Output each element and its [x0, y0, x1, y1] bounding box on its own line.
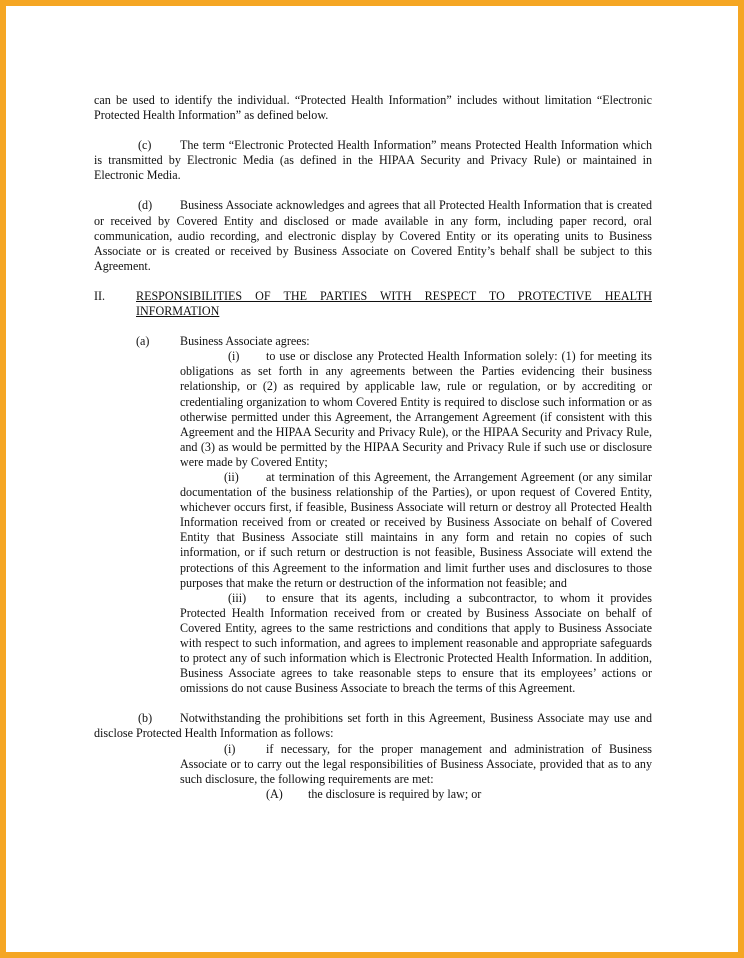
list-item-text: at termination of this Agreement, the Arrangement Agreement (or any similar documentation of the business relationship of the Parties), or upon request of Covered Entity, whichever occurs first, if feasible, Business Associate will return or destroy all Protected Health Information received from or created or received by Business Associate on behalf of Covered Entity that Business Associate still maintains in any form and retain no copies of such information, or if such return or destruction is not feasible, Business Associate will extend the protections of this Agreement to the information and limit further uses and disclosures to those purposes that make the return or destruction of the information not feasible; and — [180, 469, 652, 590]
paragraph-c-label: (c) — [138, 138, 152, 153]
paragraph-d-label: (d) — [138, 198, 153, 213]
paragraph-c — [94, 138, 652, 183]
list-item-label: (ii) — [224, 469, 239, 484]
list-item-text: to ensure that its agents, including a subcontractor, to whom it provides Protected Health Information received from or created by Business Associate on behalf of Covered Entity, agrees to the same restrictions and conditions that apply to Business Associate with respect to such information, and agrees to implement reasonable and appropriate safeguards to protect any of such information which is Electronic Protected Health Information. In addition, Business Associate agrees to take reasonable steps to ensure that its employees’ actions or omissions do not cause Business Associate to breach the terms of this Agreement. — [180, 590, 652, 696]
sub-item-text: the disclosure is required by law; or — [308, 786, 482, 801]
section-number: II. — [94, 288, 106, 303]
subsection-b-label: (b) — [138, 711, 153, 726]
subsection-b — [94, 711, 652, 741]
paragraph-d — [94, 198, 652, 273]
document-page — [94, 93, 652, 802]
list-item-label: (i) — [224, 741, 236, 756]
list-item-label: (iii) — [228, 590, 247, 605]
section-heading — [94, 289, 652, 319]
list-item-a-ii — [94, 470, 652, 591]
subsection-b-text: Notwithstanding the prohibitions set forth in this Agreement, Business Associate may use and disclose Protected Health Information as follows: — [94, 711, 652, 741]
subsection-a-text: Business Associate agrees: — [180, 334, 310, 349]
list-item-a-i — [94, 349, 652, 470]
paragraph-continuation: can be used to identify the individual. “Protected Health Information” includes without limitation “Electronic Protected Health Information” as defined below. — [94, 93, 652, 123]
sub-item-label: (A) — [266, 786, 283, 801]
subsection-a-label: (a) — [136, 334, 150, 349]
list-item-text: if necessary, for the proper management and administration of Business Associate or to carry out the legal responsibilities of Business Associate, provided that as to any such disclosure, the following requirements are met: — [180, 741, 652, 786]
list-item-b-i — [94, 742, 652, 787]
list-item-a-iii — [94, 591, 652, 697]
sub-item-A — [94, 787, 652, 802]
paragraph-d-text: Business Associate acknowledges and agrees that all Protected Health Information that is created or received by Covered Entity and disclosed or made available in any form, including paper record, oral communication, audio recording, and electronic display by Covered Entity or its operating units to Business Associate or is created or received by Business Associate on Covered Entity’s behalf shall be subject to this Agreement. — [94, 198, 652, 273]
subsection-a — [94, 334, 652, 349]
list-item-label: (i) — [228, 349, 240, 364]
paragraph-c-text: The term “Electronic Protected Health Information” means Protected Health Information which is transmitted by Electronic Media (as defined in the HIPAA Security and Privacy Rule) or maintained in Electronic Media. — [94, 138, 652, 183]
list-item-text: to use or disclose any Protected Health Information solely: (1) for meeting its obligations as set forth in any agreements between the Parties evidencing their business relationship, or (2) as required by applicable law, rule or regulation, or by accrediting or credentialing organization to whom Covered Entity is required to disclose such information or as otherwise permitted under this Agreement, the Arrangement Agreement (if consistent with this Agreement and the HIPAA Security and Privacy Rule), or the HIPAA Security and Privacy Rule, and (3) as would be permitted by the HIPAA Security and Privacy Rule if such use or disclosure were made by Covered Entity; — [180, 349, 652, 469]
section-title: RESPONSIBILITIES OF THE PARTIES WITH RESPECT TO PROTECTIVE HEALTH INFORMATION — [136, 288, 652, 319]
